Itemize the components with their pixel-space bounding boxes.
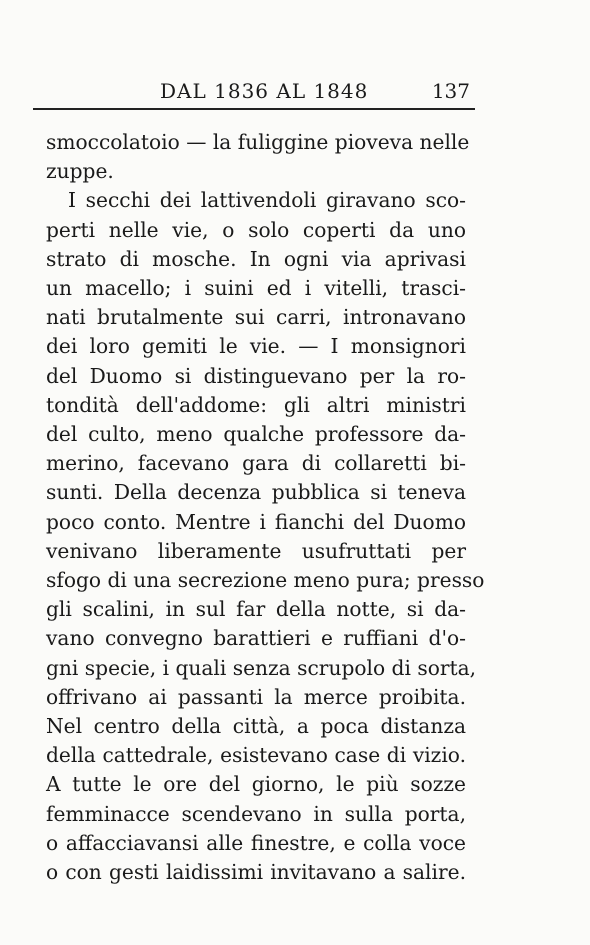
text-line: perti nelle vie, o solo coperti da uno bbox=[46, 217, 466, 242]
text-line: nati brutalmente sui carri, intronavano bbox=[46, 305, 466, 330]
text-line: della cattedrale, esistevano case di vizio. bbox=[46, 743, 466, 768]
text-line: o affacciavansi alle finestre, e colla voce bbox=[46, 830, 466, 855]
text-line: offrivano ai passanti la merce proibita. bbox=[46, 684, 466, 709]
text-line: sunti. Della decenza pubblica si teneva bbox=[46, 480, 466, 505]
text-line: merino, facevano gara di collaretti bi- bbox=[46, 451, 466, 476]
text-line: tondità dell'addome: gli altri ministri bbox=[46, 392, 466, 417]
text-line: zuppe. bbox=[46, 159, 114, 184]
text-line: Nel centro della città, a poca distanza bbox=[46, 714, 466, 739]
text-line: vano convegno barattieri e ruffiani d'o- bbox=[46, 626, 466, 651]
text-line: del Duomo si distinguevano per la ro- bbox=[46, 363, 466, 388]
text-line: I secchi dei lattivendoli giravano sco- bbox=[68, 188, 466, 213]
text-line: smoccolatoio — la fuliggine pioveva nelle bbox=[46, 130, 470, 154]
text-line: un macello; i suini ed i vitelli, trasci- bbox=[46, 276, 466, 301]
text-line: gli scalini, in sul far della notte, si da- bbox=[46, 597, 466, 622]
text-line: femminacce scendevano in sulla porta, bbox=[46, 801, 466, 826]
text-line: dei loro gemiti le vie. — I monsignori bbox=[46, 334, 466, 359]
text-line: venivano liberamente usufruttati per bbox=[46, 538, 466, 563]
body-text bbox=[46, 128, 485, 887]
page-number: 137 bbox=[431, 79, 470, 103]
text-line: o con gesti laidissimi invitavano a salire. bbox=[46, 860, 466, 885]
text-line: del culto, meno qualche professore da- bbox=[46, 422, 466, 447]
header-rule bbox=[33, 108, 475, 110]
text-line: sfogo di una secrezione meno pura; presso bbox=[46, 568, 485, 593]
text-line: poco conto. Mentre i fianchi del Duomo bbox=[46, 509, 466, 534]
text-line: strato di mosche. In ogni via aprivasi bbox=[46, 246, 466, 271]
running-title: DAL 1836 AL 1848 bbox=[160, 79, 369, 103]
running-head bbox=[150, 79, 470, 105]
text-line: gni specie, i quali senza scrupolo di sorta, bbox=[46, 655, 477, 680]
text-line: A tutte le ore del giorno, le più sozze bbox=[46, 772, 466, 797]
